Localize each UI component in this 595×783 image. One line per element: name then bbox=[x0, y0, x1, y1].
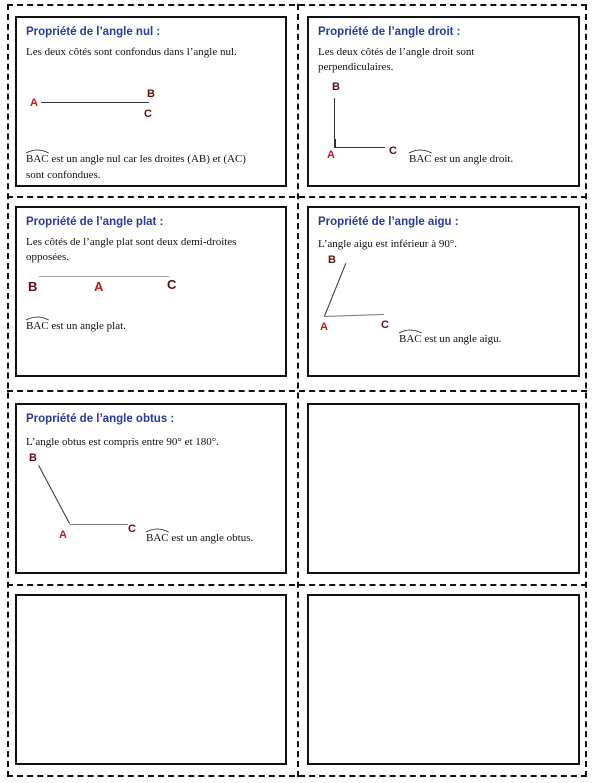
card-empty bbox=[307, 403, 580, 574]
card-text: Les côtés de l’angle plat sont deux demi-droites bbox=[26, 236, 237, 248]
horizontal-cut-line bbox=[7, 196, 587, 198]
point-c-label: C bbox=[128, 523, 136, 535]
point-a-label: A bbox=[59, 529, 67, 541]
card-text: Les deux côtés sont confondus dans l’angle nul. bbox=[26, 46, 237, 58]
card-empty bbox=[15, 594, 287, 765]
segment-ac bbox=[324, 314, 384, 317]
angle-notation-label: BAC bbox=[146, 532, 169, 544]
card-caption-text: est un angle aigu. bbox=[424, 333, 502, 345]
card-text-line2: perpendiculaires. bbox=[318, 61, 394, 73]
point-c-label: C bbox=[144, 108, 152, 120]
card-title: Propriété de l’angle aigu : bbox=[318, 216, 459, 228]
card-caption bbox=[399, 332, 501, 346]
segment-ab bbox=[324, 263, 346, 316]
card-text: L’angle obtus est compris entre 90° et 180°. bbox=[26, 436, 219, 448]
angle-notation-label: BAC bbox=[409, 153, 432, 165]
card-angle-nul bbox=[15, 16, 287, 187]
point-a-label: A bbox=[320, 321, 328, 333]
card-caption-text: est un angle plat. bbox=[51, 320, 126, 332]
point-a-label: A bbox=[327, 149, 335, 161]
card-title: Propriété de l’angle nul : bbox=[26, 26, 161, 38]
segment-ab bbox=[38, 465, 70, 524]
point-a-label: A bbox=[30, 97, 38, 109]
point-b-label: B bbox=[29, 452, 37, 464]
point-b-label: B bbox=[332, 81, 340, 93]
angle-notation-label: BAC bbox=[399, 333, 422, 345]
card-caption-text: est un angle obtus. bbox=[171, 532, 254, 544]
card-title: Propriété de l’angle obtus : bbox=[26, 413, 175, 425]
card-caption-text: est un angle droit. bbox=[434, 153, 514, 165]
point-c-label: C bbox=[381, 319, 389, 331]
card-title: Propriété de l’angle plat : bbox=[26, 216, 164, 228]
card-empty bbox=[307, 594, 580, 765]
card-caption bbox=[26, 152, 246, 166]
card-text: Les deux côtés de l’angle droit sont bbox=[318, 46, 475, 58]
card-angle-aigu bbox=[307, 206, 580, 377]
card-caption bbox=[26, 319, 126, 333]
right-angle-marker bbox=[335, 139, 344, 148]
card-angle-plat bbox=[15, 206, 287, 377]
straight-line-bc bbox=[39, 276, 169, 277]
card-angle-obtus bbox=[15, 403, 287, 574]
horizontal-cut-line bbox=[7, 390, 587, 392]
card-caption-line2: sont confondues. bbox=[26, 169, 101, 181]
angle-notation-label: BAC bbox=[26, 153, 49, 165]
card-text-line2: opposées. bbox=[26, 251, 70, 263]
segment-ab bbox=[41, 102, 149, 103]
angle-notation bbox=[26, 152, 49, 166]
card-title: Propriété de l’angle droit : bbox=[318, 26, 461, 38]
point-c-label: C bbox=[167, 277, 177, 292]
segment-ac bbox=[70, 524, 128, 525]
point-b-label: B bbox=[28, 279, 38, 294]
point-c-label: C bbox=[389, 145, 397, 157]
angle-notation bbox=[399, 332, 422, 346]
angle-notation bbox=[26, 319, 49, 333]
angle-notation-label: BAC bbox=[26, 320, 49, 332]
card-text: L’angle aigu est inférieur à 90°. bbox=[318, 238, 457, 250]
horizontal-cut-line bbox=[7, 584, 587, 586]
card-caption bbox=[146, 531, 253, 545]
point-b-label: B bbox=[147, 88, 155, 100]
card-caption bbox=[409, 152, 513, 166]
angle-notation bbox=[409, 152, 432, 166]
point-a-label: A bbox=[94, 279, 104, 294]
card-angle-droit bbox=[307, 16, 580, 187]
point-b-label: B bbox=[328, 254, 336, 266]
card-caption-text: est un angle nul car les droites (AB) et (AC) bbox=[51, 153, 246, 165]
angle-notation bbox=[146, 531, 169, 545]
